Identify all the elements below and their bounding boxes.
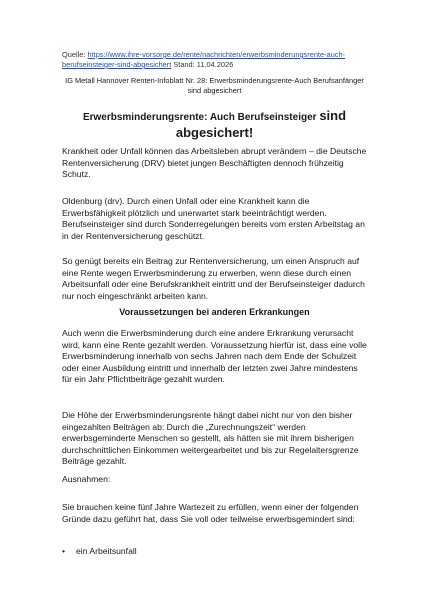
paragraph-beitrag: So genügt bereits ein Beitrag zur Rentenversicherung, um einen Anspruch auf eine Rente wegen Erwerbsminderung zu erwerben, wenn diese durch einen Arbeitsunfall oder eine Berufskrankheit eintritt und der Berufseinsteiger dadurch nur noch eingeschränkt arbeiten kann. [62, 256, 365, 301]
title-big-1: sind [319, 108, 347, 123]
page-title [62, 108, 367, 142]
paragraph-hoehe: Die Höhe der Erwerbsminderungsrente hängt dabei nicht nur von den bisher eingezahlten Beiträgen ab: Durch die „Zurechnungszeit“ werden erwerbsgeminderte Menschen so gestellt, als hätten sie mit ihrem bisherigen durchschnittlichen Einkommen weitergearbeitet und bis zur Regelaltersgrenze Beiträge gezahlt. [62, 410, 359, 466]
paragraph-ausnahmen: Ausnahmen: [62, 474, 111, 484]
paragraph-wartezeit: Sie brauchen keine fünf Jahre Wartezeit zu erfüllen, wenn einer der folgenden Gründe dazu geführt hat, dass Sie voll oder teilweise erwerbsgemindert sind: [62, 502, 359, 524]
title-main: Erwerbsminderungsrente: Auch Berufseinsteiger [82, 112, 320, 123]
source-prefix: Quelle: [62, 50, 88, 59]
infoblatt-header: IG Metall Hannover Renten-Infoblatt Nr. 28: Erwerbsminderungsrente-Auch Berufsanfänger sind abgesichert [65, 76, 364, 95]
list-item-text: ein Arbeitsunfall [76, 546, 137, 556]
source-date: Stand: 11.04.2026 [171, 60, 234, 69]
section-heading: Voraussetzungen bei anderen Erkrankungen [119, 307, 310, 317]
paragraph-intro: Krankheit oder Unfall können das Arbeitsleben abrupt verändern – die Deutsche Rentenversicherung (DRV) bietet jungen Beschäftigten dennoch frühzeitig Schutz. [62, 146, 367, 179]
title-big-2: abgesichert! [175, 125, 254, 140]
source-line [62, 50, 367, 70]
list-item [62, 546, 367, 558]
source-link[interactable]: https://www.ihre-vorsorge.de/rente/nachrichten/erwerbsminderungsrente-auch-berufseinsteiger-sind-abgesichert [62, 50, 346, 69]
paragraph-oldenburg: Oldenburg (drv). Durch einen Unfall oder eine Krankheit kann die Erwerbsfähigkeit plötzlich und unerwartet stark beeinträchtigt werden. Berufseinsteiger sind durch Sonderregelungen bereits vom ersten Arbeitstag an in der Rentenversicherung geschützt. [62, 196, 365, 241]
paragraph-voraussetzung: Auch wenn die Erwerbsminderung durch eine andere Erkrankung verursacht wird, kann eine Rente gezahlt werden. Voraussetzung hierfür ist, dass eine volle Erwerbsminderung innerhalb von sechs Jahren nach dem Ende der Schulzeit oder einer Ausbildung eintritt und innerhalb der letzten zwei Jahre mindestens für ein Jahr Pflichtbeiträge gezahlt wurden. [62, 328, 367, 384]
bullet-marker: • [62, 546, 66, 556]
